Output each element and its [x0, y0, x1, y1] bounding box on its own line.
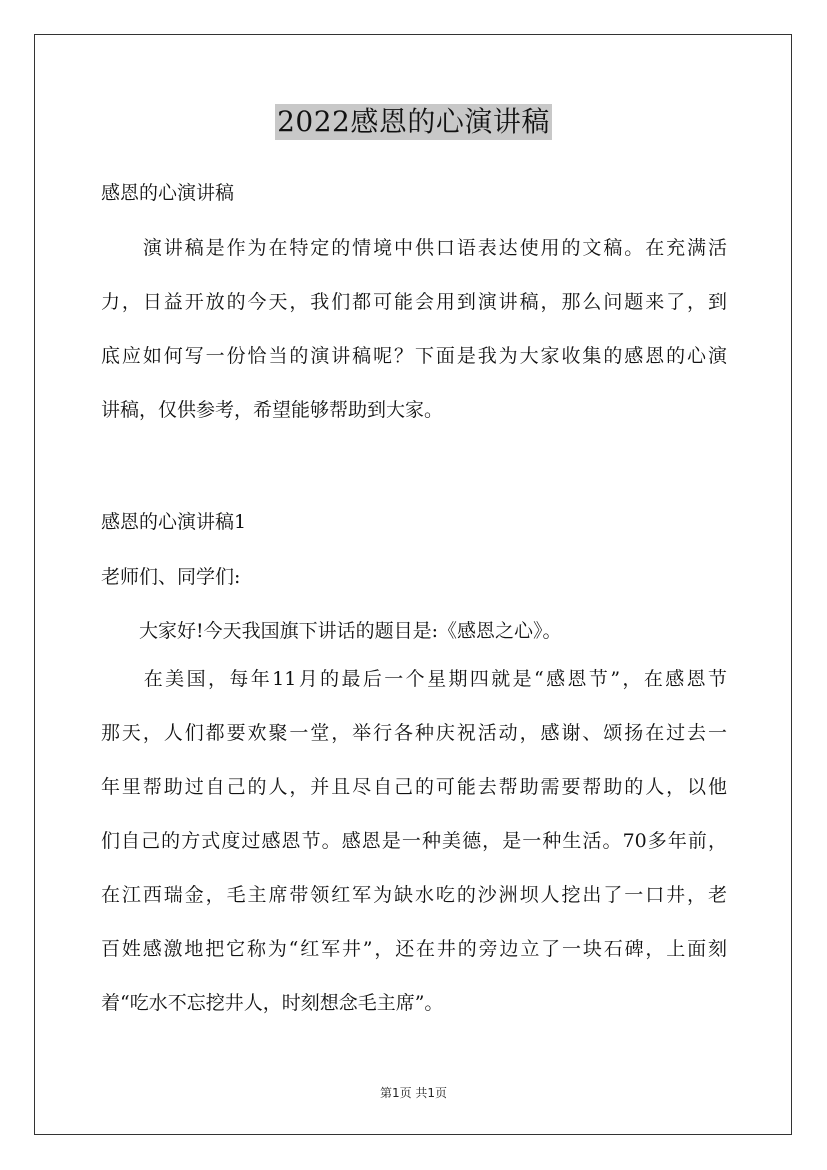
intro-line: 讲稿，仅供参考，希望能够帮助到大家。: [101, 399, 444, 421]
section-title: 感恩的心演讲稿1: [101, 511, 247, 533]
body-line: 在美国，每年11月的最后一个星期四就是“感恩节”，在感恩节: [101, 668, 727, 690]
salutation: 老师们、同学们:: [101, 566, 241, 588]
greeting: 大家好!今天我国旗下讲话的题目是:《感恩之心》。: [101, 620, 562, 642]
subtitle: 感恩的心演讲稿: [101, 182, 235, 204]
body-line: 着“吃水不忘挖井人，时刻想念毛主席”。: [101, 992, 444, 1014]
intro-paragraph: [101, 221, 727, 437]
body-line: 在江西瑞金，毛主席带领红军为缺水吃的沙洲坝人挖出了一口井，老: [101, 884, 727, 906]
body-paragraph: [101, 652, 727, 1030]
body-line: 那天，人们都要欢聚一堂，举行各种庆祝活动，感谢、颂扬在过去一: [101, 722, 727, 744]
page-footer: [0, 1084, 827, 1101]
document-title: 2022感恩的心演讲稿: [277, 105, 550, 138]
body-line: 年里帮助过自己的人，并且尽自己的可能去帮助需要帮助的人，以他: [101, 776, 727, 798]
body-line: 百姓感激地把它称为“红军井”，还在井的旁边立了一块石碑，上面刻: [101, 938, 727, 960]
intro-line: 演讲稿是作为在特定的情境中供口语表达使用的文稿。在充满活: [101, 237, 727, 259]
intro-line: 力，日益开放的今天，我们都可能会用到演讲稿，那么问题来了，到: [101, 291, 727, 313]
title-wrap: [0, 104, 827, 140]
body-line: 们自己的方式度过感恩节。感恩是一种美德，是一种生活。70多年前，: [101, 830, 727, 852]
page-number: 第1页 共1页: [379, 1086, 448, 1100]
intro-line: 底应如何写一份恰当的演讲稿呢？下面是我为大家收集的感恩的心演: [101, 345, 727, 367]
